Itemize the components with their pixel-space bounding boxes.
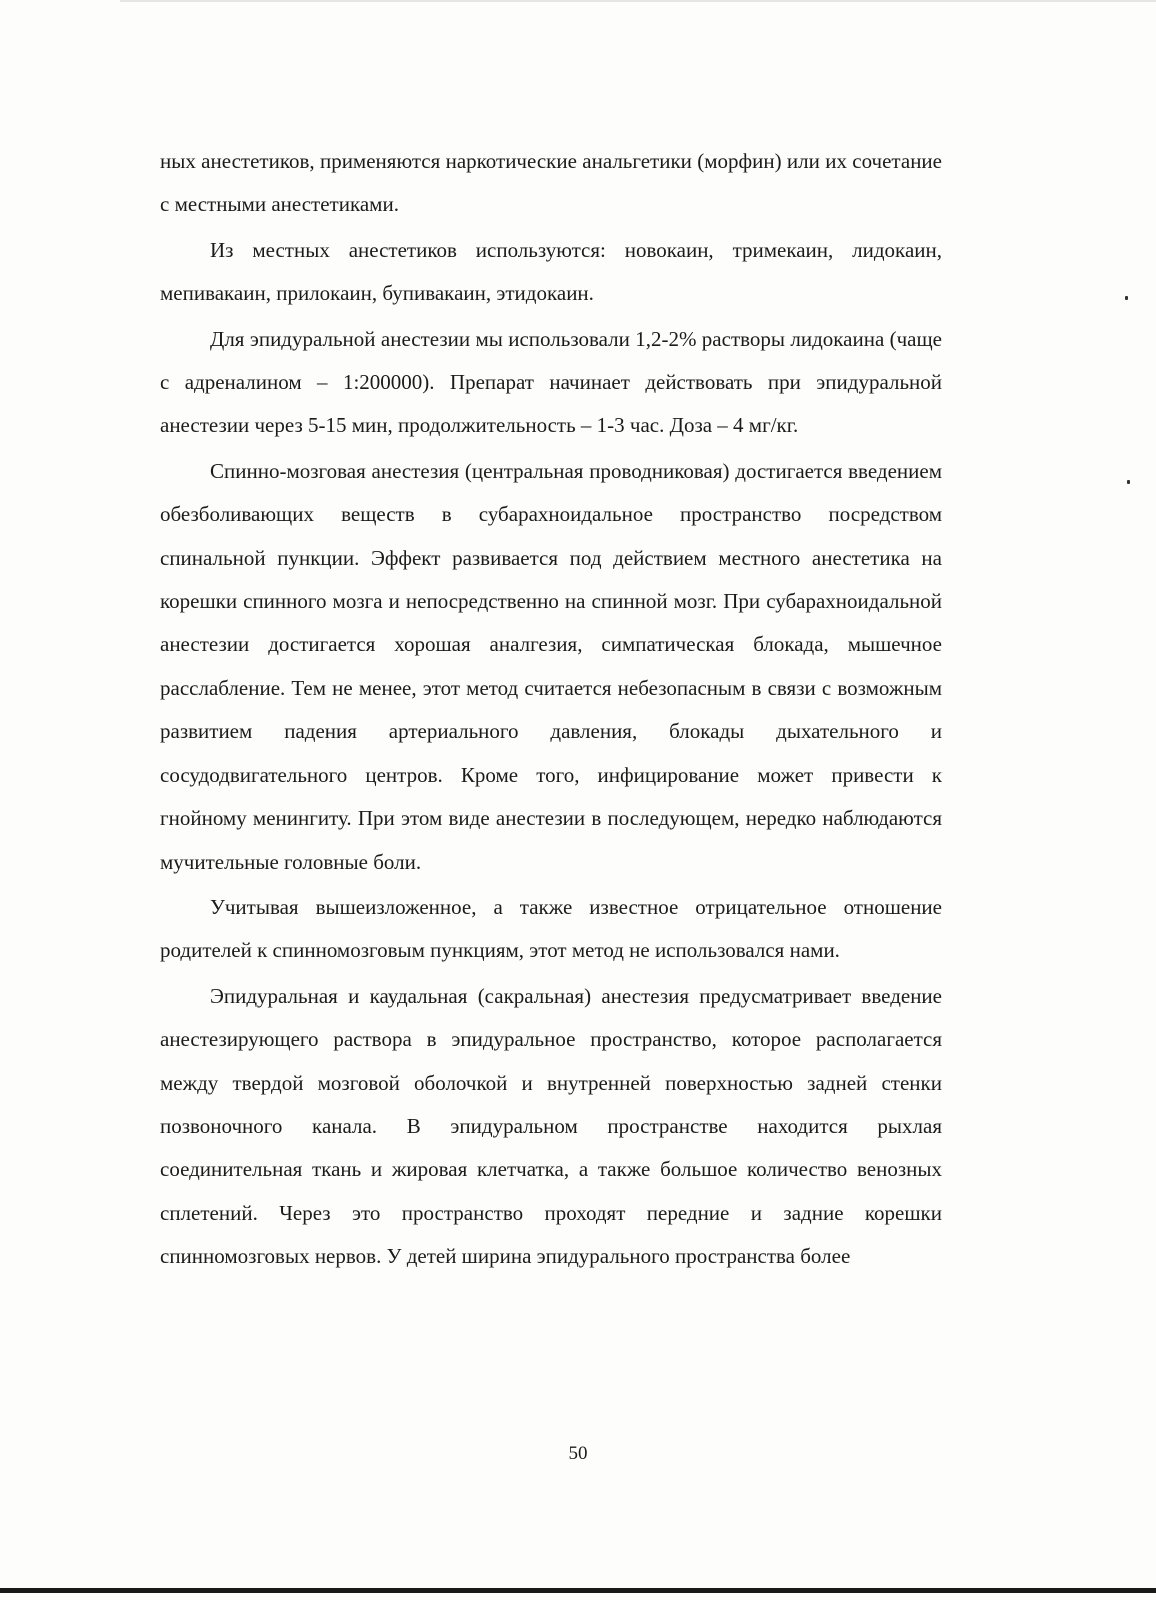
scan-speck xyxy=(1127,480,1130,484)
body-text xyxy=(160,140,942,1281)
paragraph-spinal-anesthesia: Спинно-мозговая анестезия (центральная проводниковая) достигается введением обезболивающих веществ в субарахноидальное пространство посредством спинальной пункции. Эффект развивается под действием местного анестетика на корешки спинного мозга и непосредственно на спинной мозг. При субарахноидальной анестезии достигается хорошая аналгезия, симпатическая блокада, мышечное расслабление. Тем не менее, этот метод считается небезопасным в связи с возможным развитием падения артериального давления, блокады дыхательного и сосудодвигательного центров. Кроме того, инфицирование может привести к гнойному менингиту. При этом виде анестезии в последующем, нередко наблюдаются мучительные головные боли. xyxy=(160,458,942,874)
scan-bottom-edge xyxy=(0,1588,1156,1593)
page-number: 50 xyxy=(568,1443,588,1464)
paragraph-local-anesthetics: Из местных анестетиков используются: новокаин, тримекаин, лидокаин, мепивакаин, прилокаин, бупивакаин, этидокаин. xyxy=(160,237,942,306)
paragraph-considering: Учитывая вышеизложенное, а также известное отрицательное отношение родителей к спинномозговым пункциям, этот метод не использовался нами. xyxy=(160,894,942,963)
paragraph-continuation: ных анестетиков, применяются наркотические анальгетики (морфин) или их сочетание с местными анестетиками. xyxy=(160,149,942,217)
scan-top-edge xyxy=(120,0,1156,2)
paragraph-epidural-lidocaine: Для эпидуральной анестезии мы использовали 1,2-2% растворы лидокаина (чаще с адреналином – 1:200000). Препарат начинает действовать при эпидуральной анестезии через 5-15 мин, продолжительность – 1-3 час. Доза – 4 мг/кг. xyxy=(160,326,942,438)
scan-speck xyxy=(1125,296,1128,300)
paragraph-epidural-caudal: Эпидуральная и каудальная (сакральная) анестезия предусматривает введение анестезирующего раствора в эпидуральное пространство, которое располагается между твердой мозговой оболочкой и внутренней поверхностью задней стенки позвоночного канала. В эпидуральном пространстве находится рыхлая соединительная ткань и жировая клетчатка, а также большое количество венозных сплетений. Через это пространство проходят передние и задние корешки спинномозговых нервов. У детей ширина эпидурального пространства более xyxy=(160,983,942,1269)
